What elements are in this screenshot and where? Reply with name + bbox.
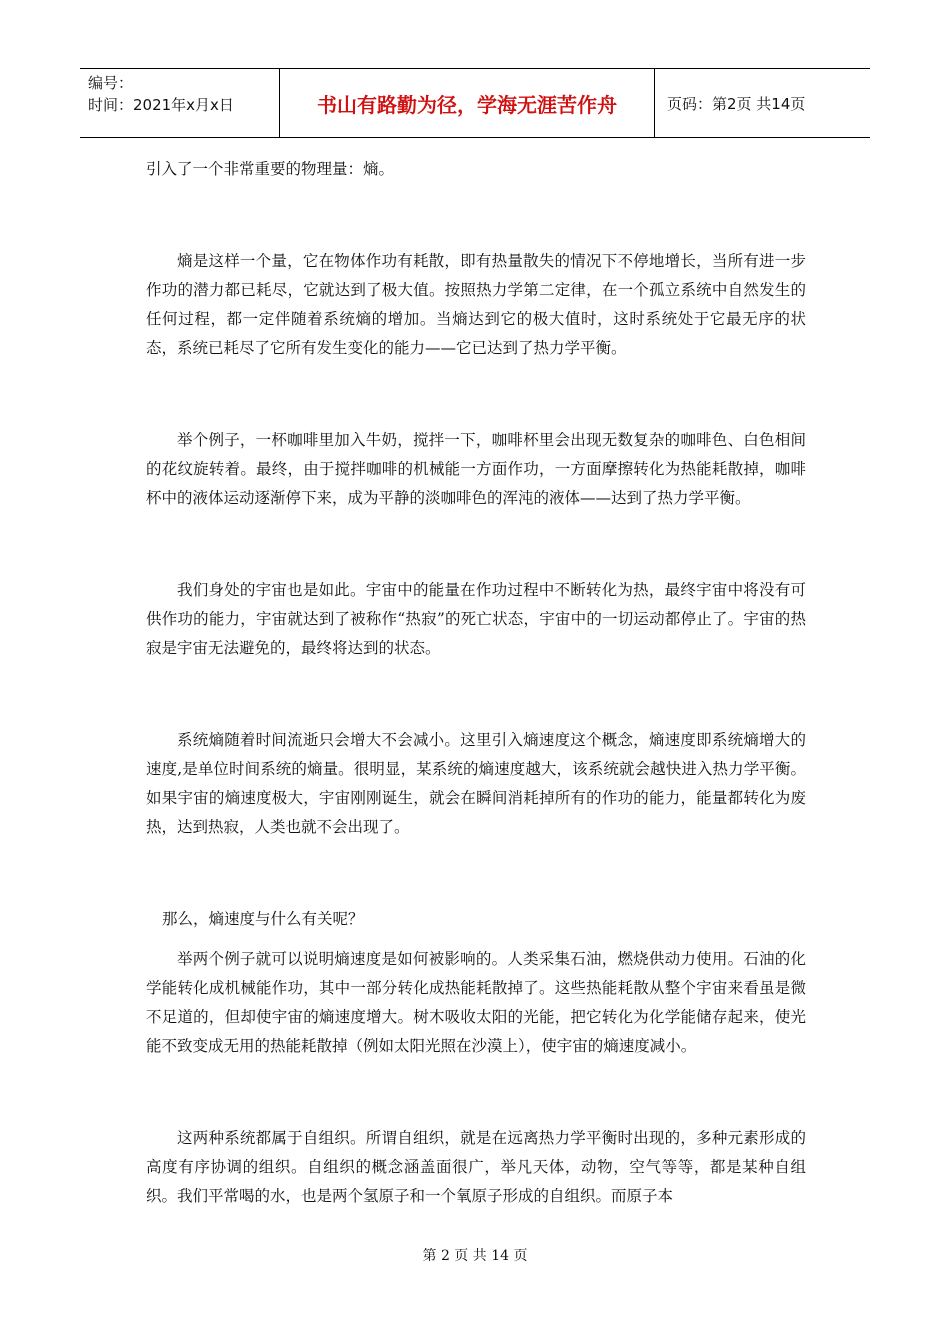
paragraph: 我们身处的宇宙也是如此。宇宙中的能量在作功过程中不断转化为热，最终宇宙中将没有可供作功的能力，宇宙就达到了被称作“热寂”的死亡状态，宇宙中的一切运动都停止了。宇宙的热寂是宇宙无法避免的，最终将达到的状态。 xyxy=(146,581,806,657)
header-motto: 书山有路勤为径，学海无涯苦作舟 xyxy=(280,69,655,137)
document-date: 时间：2021年x月x日 xyxy=(88,96,234,114)
header-info-cell xyxy=(80,69,280,137)
paragraph: 这两种系统都属于自组织。所谓自组织，就是在远离热力学平衡时出现的，多种元素形成的高度有序协调的组织。自组织的概念涵盖面很广，举凡天体，动物，空气等等，都是某种自组织。我们平常喝的水，也是两个氢原子和一个氧原子形成的自组织。而原子本 xyxy=(146,1129,806,1205)
paragraph: 引入了一个非常重要的物理量：熵。 xyxy=(146,160,395,178)
paragraph: 举个例子，一杯咖啡里加入牛奶，搅拌一下，咖啡杯里会出现无数复杂的咖啡色、白色相间的花纹旋转着。最终，由于搅拌咖啡的机械能一方面作功，一方面摩擦转化为热能耗散掉，咖啡杯中的液体运动逐渐停下来，成为平静的淡咖啡色的浑沌的液体——达到了热力学平衡。 xyxy=(146,431,806,507)
document-body xyxy=(146,155,806,1211)
paragraph: 举两个例子就可以说明熵速度是如何被影响的。人类采集石油，燃烧供动力使用。石油的化学能转化成机械能作功，其中一部分转化成热能耗散掉了。这些热能耗散从整个宇宙来看虽是微不足道的，但却使宇宙的熵速度增大。树木吸收太阳的光能，把它转化为化学能储存起来，使光能不致变成无用的热能耗散掉（例如太阳光照在沙漠上），使宇宙的熵速度减小。 xyxy=(146,950,806,1055)
document-number: 编号： xyxy=(88,74,134,92)
paragraph: 那么，熵速度与什么有关呢？ xyxy=(162,910,364,928)
paragraph: 系统熵随着时间流逝只会增大不会减小。这里引入熵速度这个概念，熵速度即系统熵增大的速度,是单位时间系统的熵量。很明显，某系统的熵速度越大，该系统就会越快进入热力学平衡。如果宇宙的熵速度极大，宇宙刚刚诞生，就会在瞬间消耗掉所有的作功的能力，能量都转化为废热，达到热寂，人类也就不会出现了。 xyxy=(146,731,806,836)
page-header xyxy=(80,68,870,138)
page-footer: 第 2 页 共 14 页 xyxy=(422,1248,528,1264)
paragraph: 熵是这样一个量，它在物体作功有耗散，即有热量散失的情况下不停地增长，当所有进一步作功的潜力都已耗尽，它就达到了极大值。按照热力学第二定律，在一个孤立系统中自然发生的任何过程，都一定伴随着系统熵的增加。当熵达到它的极大值时，这时系统处于它最无序的状态，系统已耗尽了它所有发生变化的能力——它已达到了热力学平衡。 xyxy=(146,252,806,357)
header-page-info: 页码：第2页 共14页 xyxy=(667,94,806,113)
